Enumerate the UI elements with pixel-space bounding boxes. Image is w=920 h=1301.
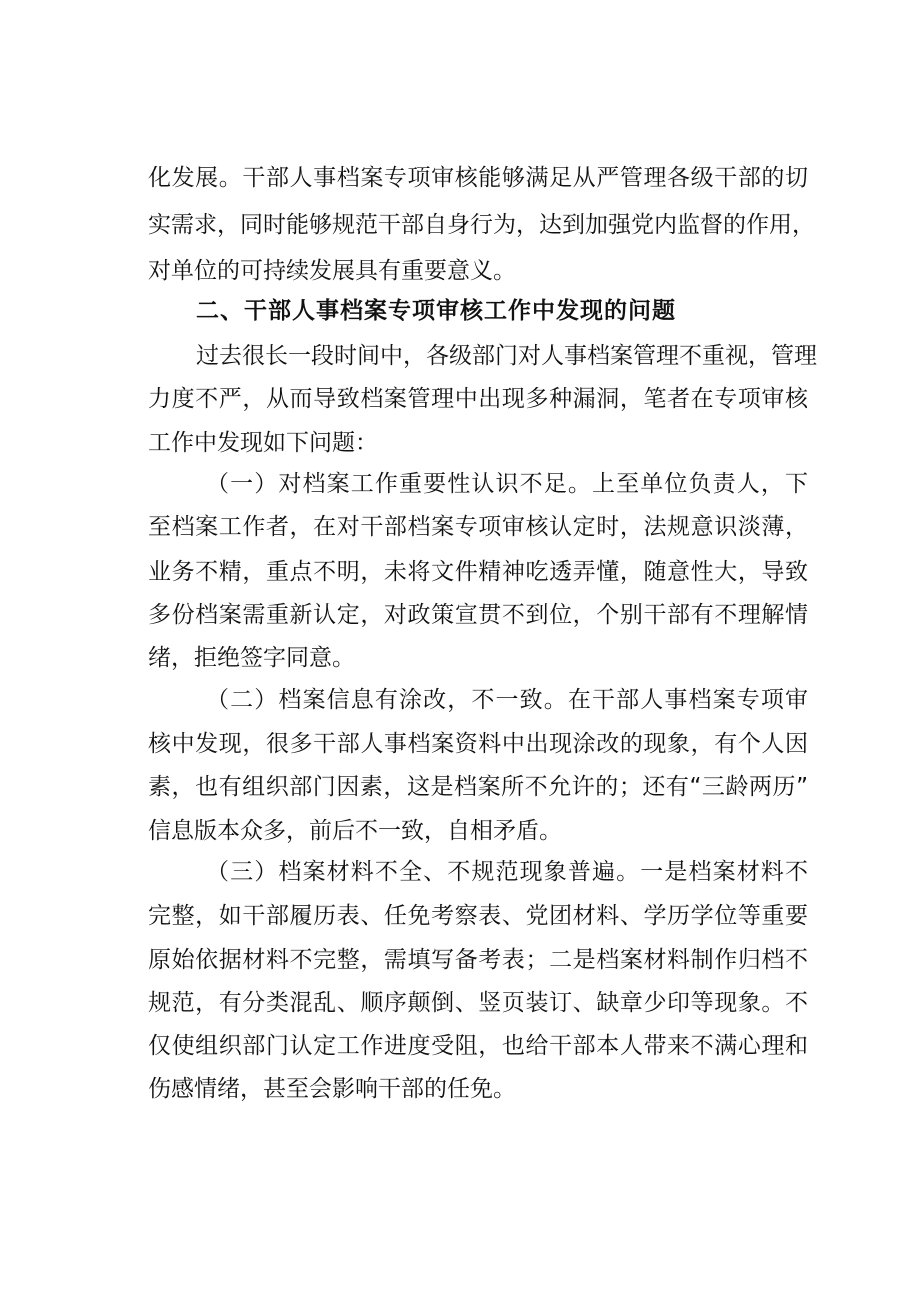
body-text-line: 至档案工作者，在对干部档案专项审核认定时，法规意识淡薄， [148,514,808,540]
body-text-line: 仅使组织部门认定工作进度受阻，也给干部本人带来不满心理和 [148,1033,808,1059]
body-text-line: 业务不精，重点不明，未将文件精神吃透弄懂，随意性大，导致 [148,559,808,585]
body-text-line: 核中发现，很多干部人事档案资料中出现涂改的现象，有个人因 [148,731,808,757]
body-text-line: （三）档案材料不全、不规范现象普遍。一是档案材料不 [206,859,808,885]
body-text-line: 伤感情绪，甚至会影响干部的任免。 [148,1076,516,1102]
body-text-line: 过去很长一段时间中，各级部门对人事档案管理不重视，管理 [196,343,817,369]
body-text-line: 多份档案需重新认定，对政策宣贯不到位，个别干部有不理解情 [148,602,808,628]
body-text-line: 原始依据材料不完整，需填写备考表；二是档案材料制作归档不 [148,947,808,973]
body-text-line: 化发展。干部人事档案专项审核能够满足从严管理各级干部的切 [148,165,808,191]
body-text-line: 绪，拒绝签字同意。 [148,645,355,671]
body-text-line: 对单位的可持续发展具有重要意义。 [148,258,516,284]
body-text-line: 规范，有分类混乱、顺序颠倒、竖页装订、缺章少印等现象。不 [148,990,808,1016]
body-text-line: 力度不严，从而导致档案管理中出现多种漏洞，笔者在专项审核 [148,386,808,412]
body-text-line: （一）对档案工作重要性认识不足。上至单位负责人，下 [206,471,808,497]
body-text-line: 实需求，同时能够规范干部自身行为，达到加强党内监督的作用， [148,212,815,238]
body-text-line: 素，也有组织部门因素，这是档案所不允许的；还有“三龄两历” [148,774,808,800]
body-text-line: 信息版本众多，前后不一致，自相矛盾。 [148,818,562,844]
section-heading: 二、干部人事档案专项审核工作中发现的问题 [196,298,676,324]
body-text-line: （二）档案信息有涂改，不一致。在干部人事档案专项审 [206,687,808,713]
body-text-line: 工作中发现如下问题： [148,430,378,456]
body-text-line: 完整，如干部履历表、任免考察表、党团材料、学历学位等重要 [148,903,808,929]
